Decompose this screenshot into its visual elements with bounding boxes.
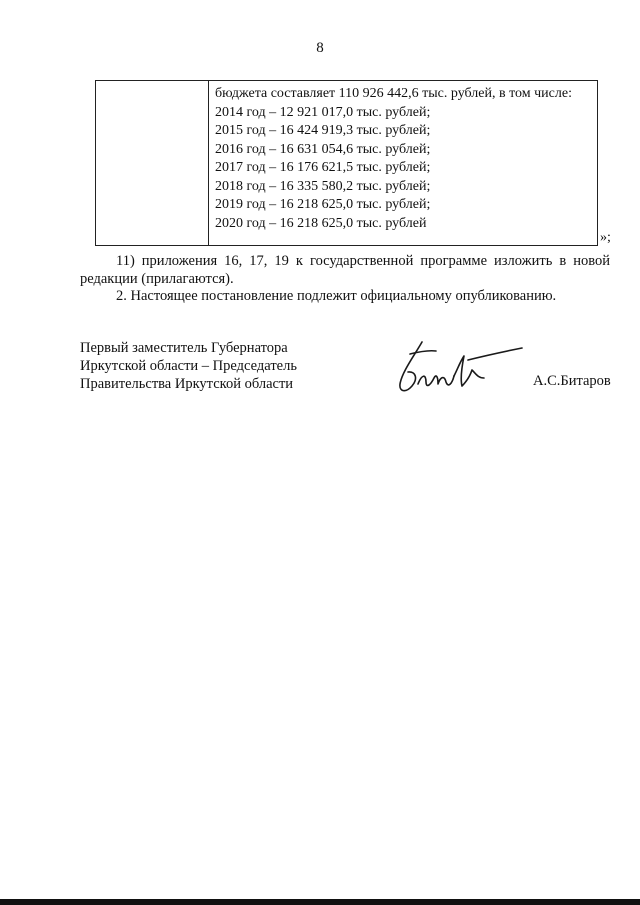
signatory-position-line-1: Первый заместитель Губернатора xyxy=(80,340,288,356)
handwritten-signature xyxy=(388,338,528,398)
table-right-cell xyxy=(209,81,597,245)
closing-quote: »; xyxy=(600,230,611,245)
budget-year-2014: 2014 год – 12 921 017,0 тыс. рублей; xyxy=(215,104,431,120)
signatory-position-line-2: Иркутской области – Председатель xyxy=(80,358,297,374)
budget-year-2015: 2015 год – 16 424 919,3 тыс. рублей; xyxy=(215,123,431,138)
paragraph-item-11: 11) приложения 16, 17, 19 к государственной программе изложить в новой редакции (прилагаются). xyxy=(80,253,610,287)
budget-year-2019: 2019 год – 16 218 625,0 тыс. рублей; xyxy=(215,197,431,212)
signatory-position-line-3: Правительства Иркутской области xyxy=(80,376,294,392)
signatory-position xyxy=(80,339,297,393)
budget-year-2020: 2020 год – 16 218 625,0 тыс. рублей xyxy=(215,215,427,231)
budget-table xyxy=(95,80,598,246)
bottom-scan-edge xyxy=(0,899,640,905)
signer-name: А.С.Битаров xyxy=(533,373,611,389)
table-left-cell xyxy=(96,81,209,245)
paragraph-item-2: 2. Настоящее постановление подлежит официальному опубликованию. xyxy=(116,288,557,304)
page-number: 8 xyxy=(316,40,324,56)
budget-year-2016: 2016 год – 16 631 054,6 тыс. рублей; xyxy=(215,141,431,157)
budget-intro-text: бюджета составляет 110 926 442,6 тыс. рублей, в том числе: xyxy=(215,86,572,101)
budget-year-2018: 2018 год – 16 335 580,2 тыс. рублей; xyxy=(215,178,431,194)
budget-year-2017: 2017 год – 16 176 621,5 тыс. рублей; xyxy=(215,160,431,175)
